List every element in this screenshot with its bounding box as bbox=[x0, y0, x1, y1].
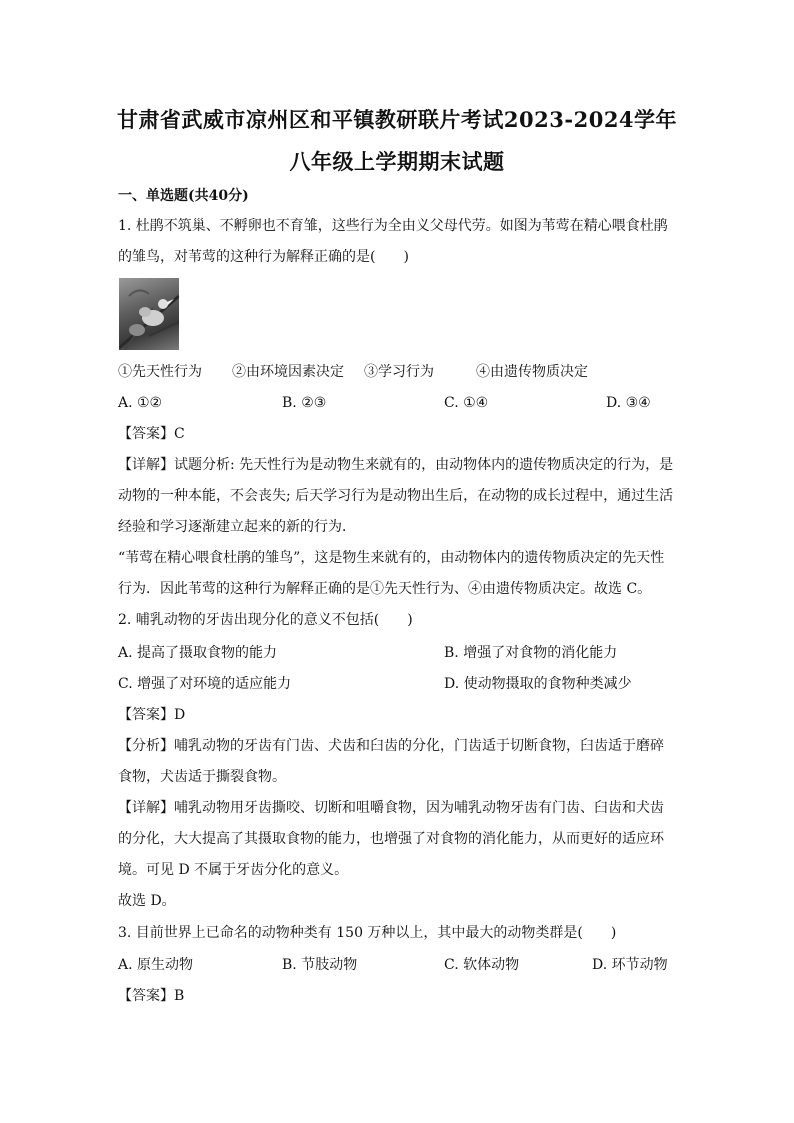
q1-detail-line1: 【详解】试题分析: 先天性行为是动物生来就有的，由动物体内的遗传物质决定的行为，是 bbox=[118, 457, 674, 473]
q1-item-4: ④由遗传物质决定 bbox=[476, 364, 588, 380]
q1-detail-line4: “苇莺在精心喂食杜鹃的雏鸟”，这是物生来就有的，由动物体内的遗传物质决定的先天性 bbox=[118, 550, 665, 566]
q1-option-a: A. ①② bbox=[118, 395, 163, 411]
q3-option-d: D. 环节动物 bbox=[592, 957, 668, 973]
q1-answer: 【答案】C bbox=[118, 426, 185, 442]
q1-stem-line2: 的雏鸟，对苇莺的这种行为解释正确的是( ) bbox=[118, 249, 409, 265]
q1-option-b: B. ②③ bbox=[282, 395, 327, 411]
q3-answer: 【答案】B bbox=[118, 988, 185, 1004]
q2-option-d: D. 使动物摄取的食物种类减少 bbox=[444, 676, 632, 692]
q2-option-b: B. 增强了对食物的消化能力 bbox=[444, 645, 618, 661]
bird-feeding-photo bbox=[119, 278, 179, 350]
q1-option-d: D. ③④ bbox=[606, 395, 651, 411]
q1-option-c: C. ①④ bbox=[444, 395, 489, 411]
q2-analysis-line2: 食物，犬齿适于撕裂食物。 bbox=[118, 769, 286, 785]
q1-detail-line2: 动物的一种本能，不会丧失; 后天学习行为是动物出生后，在动物的成长过程中，通过生活 bbox=[118, 488, 674, 504]
q2-analysis-line1: 【分析】哺乳动物的牙齿有门齿、犬齿和臼齿的分化，门齿适于切断食物，臼齿适于磨碎 bbox=[118, 738, 664, 754]
document-title-line1: 甘肃省武威市凉州区和平镇教研联片考试2023-2024学年 bbox=[116, 107, 678, 132]
q2-answer: 【答案】D bbox=[118, 707, 186, 723]
q2-option-c: C. 增强了对环境的适应能力 bbox=[118, 676, 292, 692]
q3-option-b: B. 节肢动物 bbox=[282, 957, 358, 973]
q3-option-c: C. 软体动物 bbox=[444, 957, 520, 973]
q1-detail-line5: 行为．因此苇莺的这种行为解释正确的是①先天性行为、④由遗传物质决定。故选 C。 bbox=[118, 581, 652, 597]
q2-option-a: A. 提高了摄取食物的能力 bbox=[118, 645, 278, 661]
q2-detail-line3: 境。可见 D 不属于牙齿分化的意义。 bbox=[118, 862, 349, 878]
q1-item-3: ③学习行为 bbox=[364, 364, 434, 380]
q2-detail-line1: 【详解】哺乳动物用牙齿撕咬、切断和咀嚼食物，因为哺乳动物牙齿有门齿、臼齿和犬齿 bbox=[118, 800, 664, 816]
bird-photo-graphic bbox=[119, 278, 179, 350]
q3-stem: 3. 目前世界上已命名的动物种类有 150 万种以上，其中最大的动物类群是( ) bbox=[118, 925, 617, 941]
document-title-line2: 八年级上学期期末试题 bbox=[289, 149, 505, 174]
q1-item-2: ②由环境因素决定 bbox=[232, 364, 344, 380]
q1-item-1: ①先天性行为 bbox=[118, 364, 202, 380]
q2-stem: 2. 哺乳动物的牙齿出现分化的意义不包括( ) bbox=[118, 612, 413, 628]
section-heading: 一、单选题(共40分) bbox=[118, 188, 249, 204]
q1-stem-line1: 1. 杜鹃不筑巢、不孵卵也不育雏，这些行为全由义父母代劳。如图为苇莺在精心喂食杜鹃 bbox=[118, 218, 668, 234]
q1-detail-line3: 经验和学习逐渐建立起来的新的行为． bbox=[118, 519, 356, 535]
q2-detail-line4: 故选 D。 bbox=[118, 893, 176, 909]
q3-option-a: A. 原生动物 bbox=[118, 957, 194, 973]
q2-detail-line2: 的分化，大大提高了其摄取食物的能力，也增强了对食物的消化能力，从而更好的适应环 bbox=[118, 831, 664, 847]
